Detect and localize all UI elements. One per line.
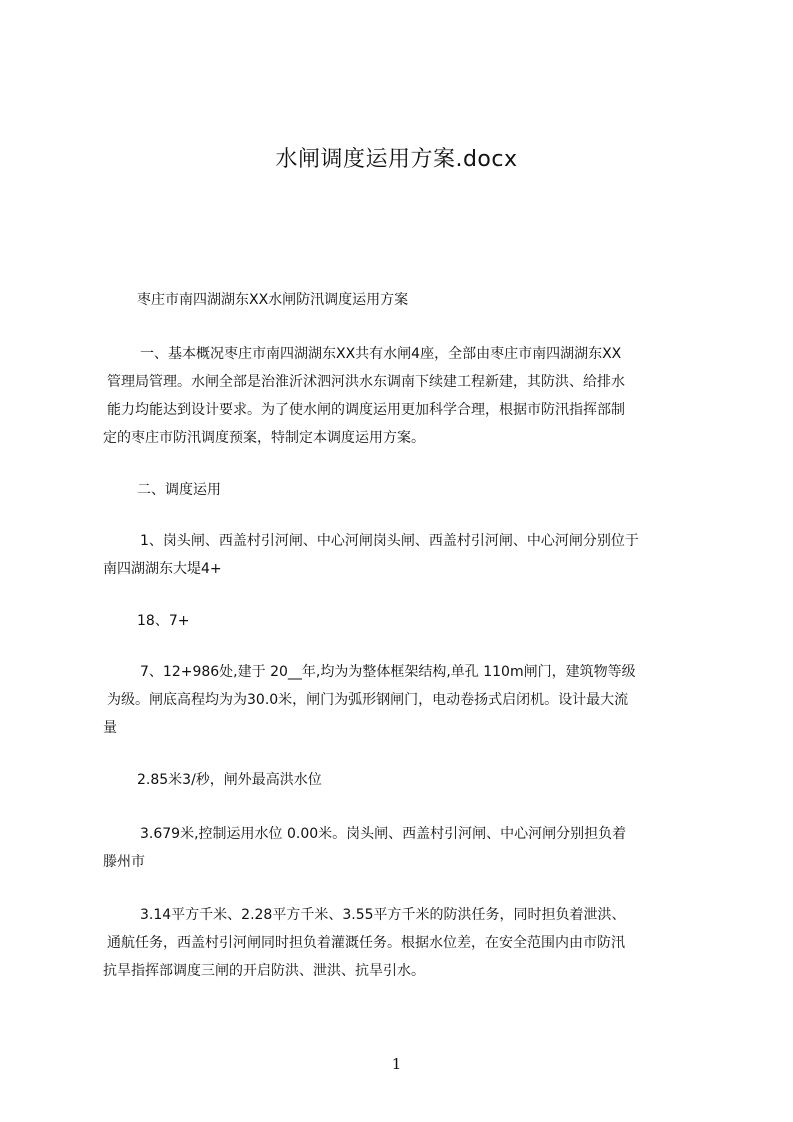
paragraph-line: 抗旱指挥部调度三闸的开启防洪、泄洪、抗旱引水。 [103, 963, 425, 979]
paragraph-line: 1、岗头闸、西盖村引河闸、中心河闸岗头闸、西盖村引河闸、中心河闸分别位于 [140, 533, 639, 549]
paragraph-line: 3.14平方千米、2.28平方千米、3.55平方千米的防洪任务，同时担负着泄洪、 [140, 907, 626, 923]
paragraph-line: 一、基本概况枣庄市南四湖湖东XX共有水闸4座，全部由枣庄市南四湖湖东XX [140, 346, 622, 362]
paragraph-line: 2.85米3/秒，闸外最高洪水位 [137, 772, 322, 788]
paragraph-line: 南四湖湖东大堤4+ [103, 561, 222, 577]
paragraph-line: 能力均能达到设计要求。为了使水闸的调度运用更加科学合理，根据市防汛指挥部制 [107, 402, 625, 418]
paragraph-line: 管理局管理。水闸全部是治淮沂沭泗河洪水东调南下续建工程新建，其防洪、给排水 [107, 374, 625, 390]
paragraph-line: 18、7+ [137, 613, 190, 629]
document-subtitle: 枣庄市南四湖湖东XX水闸防汛调度运用方案 [137, 292, 409, 308]
document-title: 水闸调度运用方案.docx [275, 147, 518, 172]
paragraph-line: 量 [103, 720, 117, 736]
paragraph-line: 通航任务，西盖村引河闸同时担负着灌溉任务。根据水位差，在安全范围内由市防汛 [107, 935, 625, 951]
paragraph-line: 定的枣庄市防汛调度预案，特制定本调度运用方案。 [103, 430, 425, 446]
section-heading: 二、调度运用 [137, 482, 221, 498]
paragraph-line: 3.679米,控制运用水位 0.00米。岗头闸、西盖村引河闸、中心河闸分别担负着 [140, 826, 627, 842]
page-number: 1 [391, 1055, 402, 1073]
paragraph-line: 7、12+986处,建于 20__年,均为为整体框架结构,单孔 110m闸门，建筑物等级 [140, 664, 636, 680]
paragraph-line: 为级。闸底高程均为为30.0米，闸门为弧形钢闸门，电动卷扬式启闭机。设计最大流 [107, 692, 629, 708]
paragraph-line: 滕州市 [103, 854, 145, 870]
